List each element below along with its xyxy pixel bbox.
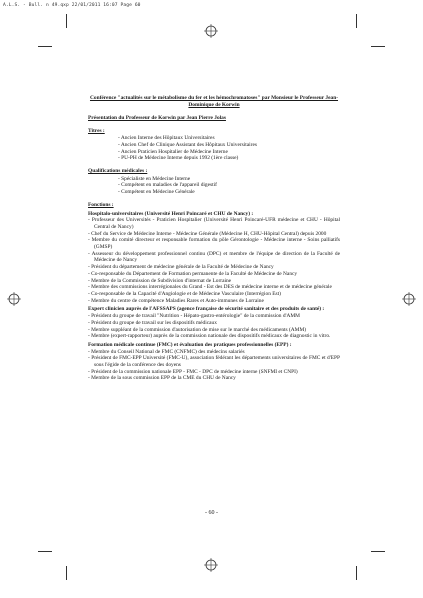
list-item: - Co-responsable de la Capacité d'Angiologie et de Médecine Vasculaire (Interrégion Est) bbox=[88, 290, 281, 297]
fonctions-heading: Fonctions : bbox=[88, 201, 114, 208]
crop-mark bbox=[66, 566, 67, 580]
list-item: - Professeur des Universités - Praticien Hospitalier (Université Henri Poincaré-UFR médecine et CHU - Hôpital Central de Nancy) bbox=[88, 217, 340, 230]
list-item: - Spécialiste en Médecine Interne bbox=[118, 175, 191, 182]
crop-mark bbox=[38, 46, 52, 47]
list-item: - Président du département de médecine générale de la Faculté de Médecine de Nancy bbox=[88, 264, 274, 271]
list-item: - Assesseur du développement professionnel continu (DPC) et membre de l'équipe de direction de la Faculté de Médecine de Nancy bbox=[88, 250, 340, 264]
list-item: - Président du groupe de travail "Nutrition - Hépato-gastro-entérologie" de la commission d'AMM bbox=[88, 313, 300, 320]
list-item: - Compétent en Médecine Générale bbox=[118, 189, 195, 196]
registration-mark-icon bbox=[7, 292, 21, 306]
list-item: - Membre de la Commission de Subdivision d'internat de Lorraine bbox=[88, 277, 232, 284]
qualifications-list bbox=[118, 176, 340, 196]
list-item: - PU-PH de Médecine Interne depuis 1992 (1ère classe) bbox=[118, 155, 239, 162]
titres-heading: Titres : bbox=[88, 127, 105, 134]
list-item: - Membre du Conseil National de FMC (CNFMC) des médecins salariés bbox=[88, 348, 245, 355]
crop-mark bbox=[371, 46, 385, 47]
list-item: - Membre suppléant de la commission d'autorisation de mise sur le marché des médicaments (AMM) bbox=[88, 326, 307, 333]
print-slug: A.L.S. - Bull. n 49.qxp 22/01/2011 16:07 Page 60 bbox=[3, 3, 141, 8]
titres-list bbox=[118, 135, 340, 162]
group-heading: Formation médicale continue (FMC) et évaluation des pratiques professionnelles (EPP) : bbox=[88, 341, 292, 348]
group-heading: Hospitalo-universitaires (Université Henri Poincaré et CHU de Nancy) : bbox=[88, 210, 254, 217]
group-list bbox=[88, 217, 340, 304]
list-item: - Ancien Chef de Clinique Assistant des Hôpitaux Universitaires bbox=[118, 141, 257, 148]
list-item: - Chef du Service de Médecine Interne - Médecine Générale (Médecine H, CHU-Hôpital Central) depuis 2000 bbox=[88, 230, 327, 237]
registration-mark-icon bbox=[204, 24, 218, 38]
list-item: - Compétent en maladies de l'appareil digestif bbox=[118, 182, 217, 189]
list-item: - Ancien Praticien Hospitalier de Médecine Interne bbox=[118, 148, 228, 155]
document-body bbox=[88, 95, 340, 384]
presentation-line: Présentation du Professeur de Korwin par Jean Pierre Jolas bbox=[88, 114, 226, 121]
conference-title: Conférence "actualités sur le métabolisme du fer et les hémochromatoses" par Monsieur le Professeur Jean-Dominique de Korwin bbox=[89, 95, 339, 108]
qualifications-heading: Qualifications médicales : bbox=[88, 168, 148, 175]
list-item: - Président de la commission nationale EPP - FMC - DPC de médecine interne (SNFMI et CNPI) bbox=[88, 368, 298, 375]
crop-mark bbox=[38, 551, 52, 552]
registration-mark-icon bbox=[204, 558, 218, 572]
page-number: - 60 - bbox=[205, 510, 218, 516]
list-item: - Membre du centre de compétence Maladies Rares et Auto-immunes de Lorraine bbox=[88, 297, 264, 304]
crop-mark bbox=[356, 14, 357, 28]
group-heading: Expert clinicien auprès de l'AFSSAPS (agence française de sécurité sanitaire et des produits de santé) : bbox=[88, 306, 325, 313]
crop-mark bbox=[66, 14, 67, 28]
list-item: - Membre (expert-rapporteur) auprès de la commission nationale des dispositifs médicaux de diagnostic in vitro. bbox=[88, 333, 331, 340]
list-item: - Membre de la sous commission EPP de la CME du CHU de Nancy bbox=[88, 375, 236, 382]
list-item: - Co-responsable du Département de Formation permanente de la Faculté de Médecine de Nancy bbox=[88, 270, 298, 277]
list-item: - Président de FMC-EPP Université (FMC-U), association fédérant les départements universitaires de FMC et d'EPP sous l'égide de la conférence des doyens bbox=[88, 355, 340, 369]
list-item: - Membre des commissions interrégionales du Grand - Est des DES de médecine interne et de médecine générale bbox=[88, 284, 332, 291]
list-item: - Président du groupe de travail sur les dispositifs médicaux bbox=[88, 319, 217, 326]
group-list bbox=[88, 313, 340, 340]
registration-mark-icon bbox=[402, 292, 416, 306]
list-item: - Ancien Interne des Hôpitaux Universitaires bbox=[118, 135, 215, 142]
list-item: - Membre du comité directeur et responsable formation du pôle Gérontologie - Médecine interne - Soins palliatifs (GMSP) bbox=[88, 237, 340, 251]
crop-mark bbox=[356, 566, 357, 580]
crop-mark bbox=[371, 551, 385, 552]
group-list bbox=[88, 349, 340, 383]
